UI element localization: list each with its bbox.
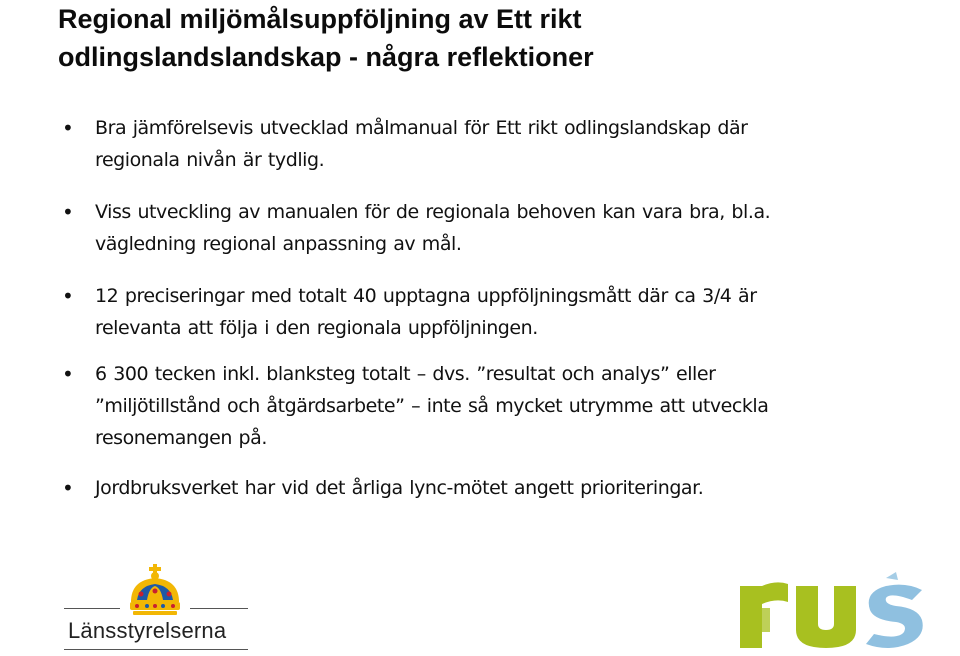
bullet-line: Viss utveckling av manualen för de regionala behoven kan vara bra, bl.a.	[95, 201, 771, 223]
bullet-item	[62, 112, 932, 176]
bullet-line: regionala nivån är tydlig.	[95, 149, 325, 171]
bullet-dot: •	[62, 476, 74, 500]
logo-divider-left	[64, 608, 120, 609]
bullet-line: vägledning regional anpassning av mål.	[95, 233, 462, 255]
bullet-line: 6 300 tecken inkl. blanksteg totalt – dvs. ”resultat och analys” eller	[95, 363, 716, 385]
logo-divider-right	[190, 608, 248, 609]
bullet-line: ”miljötillstånd och åtgärdsarbete” – inte så mycket utrymme att utveckla	[95, 395, 769, 417]
rus-logo	[736, 572, 926, 648]
bullet-item	[62, 280, 932, 344]
bullet-line: 12 preciseringar med totalt 40 upptagna uppföljningsmått där ca 3/4 är	[95, 285, 757, 307]
bullet-item	[62, 196, 932, 260]
lansstyrelserna-text: Länsstyrelserna	[68, 618, 227, 643]
bullet-item	[62, 358, 932, 454]
crown-icon	[127, 564, 183, 618]
bullet-dot: •	[62, 362, 74, 386]
bullet-dot: •	[62, 200, 74, 224]
bullet-item	[62, 472, 932, 504]
bullet-dot: •	[62, 284, 74, 308]
lansstyrelserna-logo	[62, 560, 252, 652]
bullet-line: Jordbruksverket har vid det årliga lync-mötet angett prioriteringar.	[95, 477, 704, 499]
logo-divider-bottom	[64, 649, 248, 650]
bullet-list	[62, 112, 932, 504]
bullet-line: Bra jämförelsevis utvecklad målmanual för Ett rikt odlingslandskap där	[95, 117, 748, 139]
bullet-dot: •	[62, 116, 74, 140]
bullet-line: resonemangen på.	[95, 427, 267, 449]
bullet-line: relevanta att följa i den regionala uppföljningen.	[95, 317, 538, 339]
slide-title	[58, 0, 938, 76]
title-line-1: Regional miljömålsuppföljning av Ett rikt	[58, 4, 582, 34]
title-line-2: odlingslandslandskap - några reflektioner	[58, 42, 594, 72]
